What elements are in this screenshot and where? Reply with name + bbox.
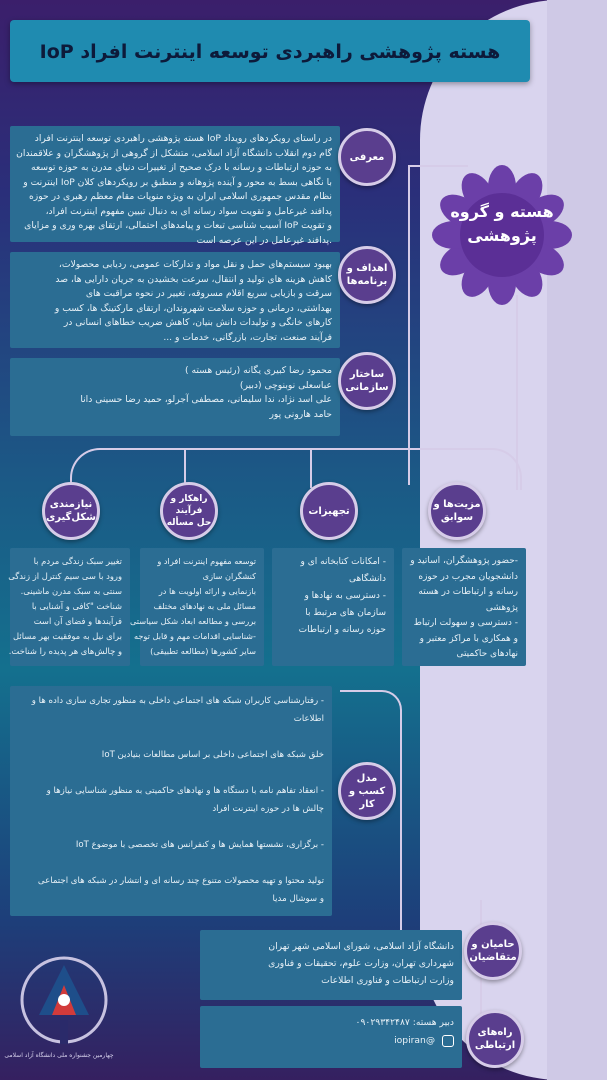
sponsors-line: وزارت ارتباطات و فناوری اطلاعات xyxy=(321,975,454,986)
contact-label: ارتباطی xyxy=(474,1040,516,1051)
business-line xyxy=(18,764,324,782)
needs-line: برای نیل به موفقیت بهر مسائل xyxy=(13,631,122,641)
advantages-circle xyxy=(428,482,486,540)
needs-line: و چالش‌های هر پدیده را شناخت. xyxy=(8,646,122,656)
intro-line: با نگاهی بسط به محور و آینده پژوهانه و منطبق بر رویکردهای کلان IoP اینترنت و xyxy=(23,176,332,188)
sponsors-circle xyxy=(464,922,522,980)
solutions-circle xyxy=(160,482,218,540)
advantages-label: مزیت‌ها و xyxy=(433,499,481,510)
equipment-line: - دسترسی به نهادها و xyxy=(304,591,386,601)
goals-label: اهداف و xyxy=(346,263,388,274)
equipment-label: تجهیزات xyxy=(308,505,350,517)
equipment-circle xyxy=(300,482,358,540)
business-line xyxy=(18,728,324,746)
solutions-line: توسعه مفهوم اینترنت افراد و xyxy=(157,556,256,566)
goals-line: بهداشتی، درمانی و حوزه سلامت شهروندان، ارتقای مارکتینگ ها، کسب و xyxy=(54,302,332,314)
solutions-line: مسائل ملی به نهادهای مختلف xyxy=(153,601,256,611)
needs-label: شکل‌گیری xyxy=(46,512,96,523)
business-line xyxy=(18,854,324,872)
sponsors-label: متقاضیان xyxy=(469,952,517,963)
badge-text xyxy=(432,200,572,270)
instagram-icon xyxy=(442,1035,454,1047)
intro-line: در راستای رویکردهای رویداد IoP هسته پژوهشی راهبردی توسعه اینترنت افراد xyxy=(34,133,332,144)
badge-line-1: هسته و گروه xyxy=(450,202,554,221)
sponsors-label: حامیان و xyxy=(471,939,515,950)
page-title: هسته پژوهشی راهبردی توسعه اینترنت افراد IoP xyxy=(39,41,501,63)
intro-line: و تقویت IoP آسیب شناسی تبعات و پیامدهای احتمالی، ارتقای بهره وری و مزایای xyxy=(24,220,332,231)
business-line: - انعقاد تفاهم نامه با دستگاه ها و نهادهای حاکمیتی به منظور شناسایی نیازها و xyxy=(46,786,324,796)
needs-line: سنتی به سبک مدرن ماشینی. xyxy=(20,586,122,596)
business-line: - رفتارشناسی کاربران شبکه های اجتماعی داخلی به منظور تجاری سازی داده ها و xyxy=(31,696,324,706)
intro-box xyxy=(10,126,340,246)
equipment-line: حوزه رسانه و ارتباطات xyxy=(298,625,386,635)
equipment-line: - امکانات کتابخانه ای و xyxy=(300,557,386,567)
right-decorative-band xyxy=(547,0,607,1080)
business-line xyxy=(18,818,324,836)
advantages-line: پژوهشی xyxy=(485,602,518,613)
connector-line xyxy=(310,448,312,488)
structure-circle xyxy=(338,352,396,410)
contact-instagram-row[interactable] xyxy=(208,1032,454,1050)
intro-line: پدافند غیرعامل و تقویت سواد رسانه ای به دنبال تبیین مفهوم اینترنت افراد، xyxy=(45,205,332,217)
business-line: خلق شبکه های اجتماعی داخلی بر اساس مطالعات بنیادین IoT xyxy=(101,750,324,760)
structure-box xyxy=(10,358,340,436)
structure-line: محمود رضا کبیری یگانه (رئیس هسته ) xyxy=(184,365,332,376)
structure-label: سازمانی xyxy=(345,382,389,393)
contact-circle xyxy=(466,1010,524,1068)
structure-line: عباسعلی نوبنوچی (دبیر) xyxy=(239,379,332,391)
needs-circle xyxy=(42,482,100,540)
equipment-line: سازمان های مرتبط با xyxy=(305,608,386,618)
business-circle xyxy=(338,762,396,820)
solutions-line: کنشگران سازی xyxy=(202,571,256,581)
sponsors-box xyxy=(200,930,462,1000)
intro-label: معرفی xyxy=(349,151,385,163)
advantages-box xyxy=(402,548,526,666)
needs-line: شناخت "کافی و آشنایی با xyxy=(31,601,122,611)
connector-line xyxy=(408,165,468,167)
advantages-line: رسانه و ارتباطات در هسته xyxy=(418,587,518,597)
advantages-line: نهادهای حاکمیتی xyxy=(456,649,518,659)
goals-line: کارهای خانگی و تولیدات دانش بنیان، کاهش ضریب خطاهای انسانی در xyxy=(63,317,332,328)
contact-secretary: دبیر هسته: ۰۹۰۲۹۳۴۲۴۸۷ xyxy=(355,1017,454,1028)
equipment-line: دانشگاهی xyxy=(348,574,386,584)
solutions-line: بازنمایی و ارائه اولویت ها در xyxy=(158,586,256,596)
structure-line: علی اسد نژاد، ندا سلیمانی، مصطفی آجرلو، حمید رضا حسینی دانا xyxy=(80,394,332,405)
goals-line: بهبود سیستم‌های حمل و نقل مواد و تدارکات عمومی، ردیابی محصولات، xyxy=(58,259,332,270)
needs-line: فرآیندها و فضای آن است xyxy=(33,616,122,626)
solutions-line: -شناسایی اقدامات مهم و قابل توجه xyxy=(133,631,256,641)
solutions-label: حل مسأله xyxy=(166,518,212,528)
business-box xyxy=(10,686,332,916)
intro-line: گام دوم انقلاب دانشگاه آزاد اسلامی، متشکل از گروهی از پژوهشگران و علاقمندان xyxy=(16,147,332,159)
contact-box xyxy=(200,1006,462,1068)
business-line: چالش ها در حوزه اینترنت افراد xyxy=(212,804,324,814)
structure-line: حامد هارونی پور xyxy=(269,408,332,420)
structure-label: ساختار xyxy=(349,369,385,380)
advantages-line: - دسترسی و سهولت ارتباط xyxy=(413,618,518,628)
goals-line: کاهش هزینه های تولید و انتقال، سرعت بخشیدن به جریان دارایی ها، صد xyxy=(55,273,332,285)
advantages-line: و همکاری با مراکز معتبر و xyxy=(419,633,518,644)
business-line: - برگزاری، نشستها همایش ها و کنفرانس های تخصصی با موضوع IoT xyxy=(75,840,324,850)
solutions-label: راهکار و xyxy=(170,494,208,504)
goals-box xyxy=(10,252,340,348)
intro-line: به حوزه ارتباطات و رسانه با درک صحیح از تغییرات دنیای مدرن به حوزه توسعه xyxy=(31,162,332,173)
contact-instagram: @iopiran xyxy=(394,1035,436,1046)
festival-logo-icon xyxy=(4,920,114,1070)
needs-box xyxy=(10,548,130,666)
connector-line xyxy=(408,165,410,485)
business-line: تولید محتوا و تهیه محصولات متنوع چند رسانه ای و انتشار در شبکه های اجتماعی xyxy=(37,876,324,886)
equipment-box xyxy=(272,548,394,666)
sponsors-line: دانشگاه آزاد اسلامی، شورای اسلامی شهر تهران xyxy=(268,941,454,952)
intro-line: .پدافند غیرعامل در این عرصه است xyxy=(196,234,332,246)
solutions-line: بررسی و مطالعه ابعاد شکل سیاستی xyxy=(129,616,256,626)
solutions-line: سایر کشورها (مطالعه تطبیقی) xyxy=(150,646,256,656)
logo-caption: چهارمین جشنواره ملی دانشگاه آزاد اسلامی xyxy=(4,1052,114,1059)
intro-circle xyxy=(338,128,396,186)
advantages-line: -حضور پژوهشگران، اساتید و xyxy=(410,556,518,566)
business-label: مدل xyxy=(356,772,378,784)
goals-circle xyxy=(338,246,396,304)
intro-line: نظام مقدس جمهوری اسلامی ایران به ویژه منویات مقام معظم رهبری در حوزه xyxy=(28,191,332,202)
solutions-box xyxy=(129,548,264,666)
solutions-label: فرآیند xyxy=(175,506,203,516)
contact-label: راه‌های xyxy=(477,1027,513,1038)
goals-line: فرآیند صنعت، تجارت، بازرگانی، خدمات و ... xyxy=(163,331,332,343)
needs-line: تغییر سبک زندگی مردم با xyxy=(33,556,122,566)
sponsors-line: شهرداری تهران، وزارت علوم، تحقیقات و فناوری xyxy=(268,958,454,969)
badge-line-2: پژوهشی xyxy=(467,226,537,245)
goals-label: برنامه‌ها xyxy=(346,276,388,287)
goals-line: سرقت و بازیابی سریع اقلام مسروقه، تغییر در نحوه مراقبت های xyxy=(85,288,332,299)
needs-label: نیازمندی xyxy=(49,499,93,510)
business-line: و سوشال مدیا xyxy=(272,894,324,904)
needs-line: ورود با سی سیم کنترل از زندگی xyxy=(8,571,122,581)
advantages-label: سوابق xyxy=(440,512,474,523)
advantages-line: دانشجویان مجرب در حوزه xyxy=(418,571,518,582)
business-line: اطلاعات xyxy=(293,714,324,724)
business-label: کسب و کار xyxy=(348,785,386,810)
